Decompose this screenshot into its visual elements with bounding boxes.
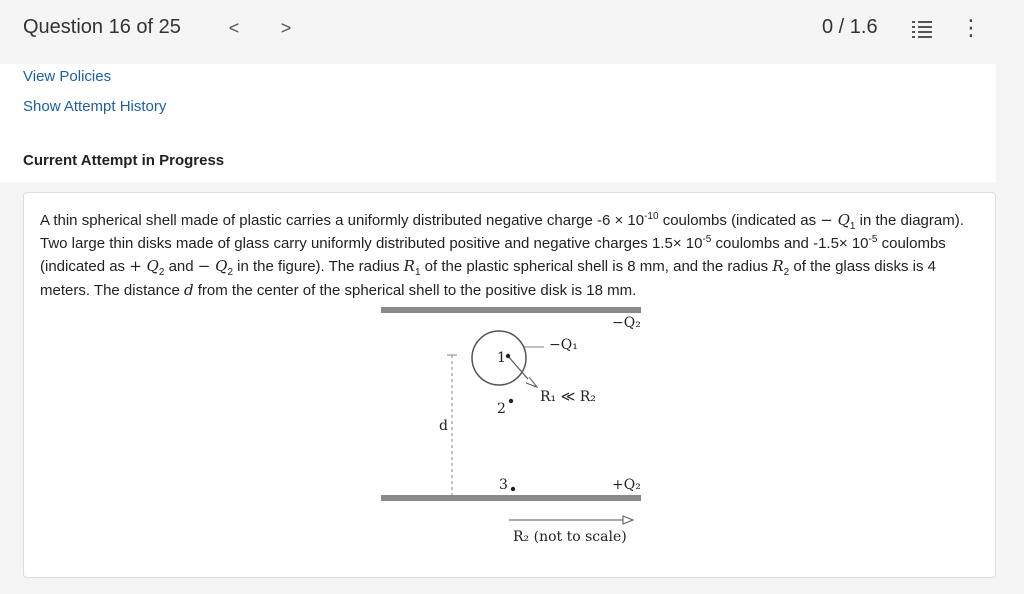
- question-list-icon[interactable]: [910, 19, 934, 39]
- label-neg-q1: −Q₁: [549, 337, 578, 353]
- more-options-icon[interactable]: ⋮: [960, 15, 982, 40]
- label-r-relation: R₁ ≪ R₂: [540, 389, 596, 405]
- label-pos-q2: +Q₂: [612, 477, 641, 493]
- label-d: d: [439, 418, 448, 434]
- view-policies-link[interactable]: View Policies: [23, 68, 112, 85]
- question-text: A thin spherical shell made of plastic carries a uniformly distributed negative charge $-6 \times 10^{-10}$ coulombs (indicated as − $Q_1$ in the diagram). Two large thin disks made of glass carry uniformly distributed positive and negative charges $1.5\times 10^{-5}$ coulombs and $-1.5\times 10^{-5}$ coulombs (indicated as + $Q_2$ and − $Q_2$ in the figure). The radius $R_1$ of the plastic spherical shell is 8 mm, and the radius $R_2$ of the glass disks is 4 meters. The distance d from the center of the spherical shell to the positive disk is 18 mm.: [40, 211, 964, 299]
- label-point3: 3: [499, 477, 508, 493]
- question-counter: Question 16 of 25: [23, 16, 181, 38]
- previous-question-button[interactable]: <: [228, 18, 240, 38]
- attempt-status: Current Attempt in Progress: [23, 152, 225, 169]
- label-neg-q2: −Q₂: [612, 315, 641, 331]
- label-r2-note: R₂ (not to scale): [513, 529, 627, 545]
- show-attempt-history-link[interactable]: Show Attempt History: [23, 98, 167, 115]
- label-point2: 2: [497, 401, 506, 417]
- top-bar: [0, 0, 1024, 60]
- point-1: [506, 354, 510, 358]
- score-display: 0 / 1.6: [822, 16, 878, 38]
- point-3: [511, 487, 515, 491]
- negative-disk: [381, 307, 641, 313]
- next-question-button[interactable]: >: [280, 18, 292, 38]
- physics-diagram: [379, 305, 644, 555]
- point-2: [509, 399, 513, 403]
- positive-disk: [381, 495, 641, 501]
- label-point1: 1: [497, 350, 506, 366]
- question-box: [23, 192, 996, 578]
